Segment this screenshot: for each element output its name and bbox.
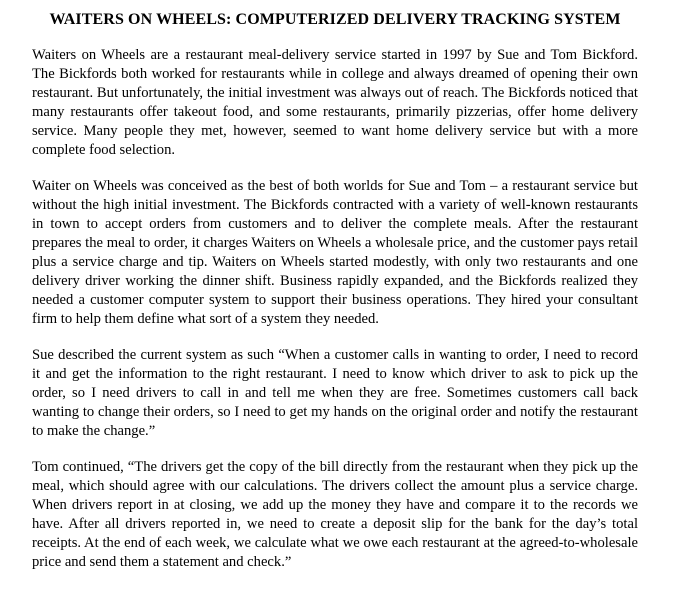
paragraph-tom-description: Tom continued, “The drivers get the copy of the bill directly from the restaurant when they pick up the meal, which should agree with our calculations. The drivers collect the amount plus a service charge. When drivers report in at closing, we add up the money they have and compare it to the records we have. After all drivers reported in, we need to create a deposit slip for the bank for the day’s total receipts. At the end of each week, we calculate what we owe each restaurant at the agreed-to-wholesale price and send them a statement and check.” — [32, 459, 638, 570]
paragraph-sue-description: Sue described the current system as such “When a customer calls in wanting to order, I need to record it and get the information to the right restaurant. I need to know which driver to ask to pick up the order, so I need drivers to call in and tell me when they are free. Sometimes customers call back wanting to change their orders, so I need to get my hands on the original order and notify the restaurant to make the change.” — [32, 347, 638, 439]
paragraph-concept: Waiter on Wheels was conceived as the best of both worlds for Sue and Tom – a restaurant service but without the high initial investment. The Bickfords contracted with a variety of well-known restaurants in town to accept orders from customers and to deliver the complete meals. After the restaurant prepares the meal to order, it charges Waiters on Wheels a wholesale price, and the customer pays retail plus a service charge and tip. Waiters on Wheels started modestly, with only two restaurants and one delivery driver working the dinner shift. Business rapidly expanded, and the Bickfords realized they needed a customer computer system to support their business operations. They hired your consultant firm to help them define what sort of a system they needed. — [32, 178, 638, 327]
document-title: WAITERS ON WHEELS: COMPUTERIZED DELIVERY TRACKING SYSTEM — [49, 11, 621, 28]
document-page — [32, 10, 638, 589]
paragraph-intro: Waiters on Wheels are a restaurant meal-delivery service started in 1997 by Sue and Tom Bickford. The Bickfords both worked for restaurants while in college and always dreamed of opening their own restaurant. But unfortunately, the initial investment was always out of reach. The Bickfords noticed that many restaurants offer takeout food, and some restaurants, primarily pizzerias, offer home delivery service. Many people they met, however, seemed to want home delivery service but with a more complete food selection. — [32, 47, 638, 158]
